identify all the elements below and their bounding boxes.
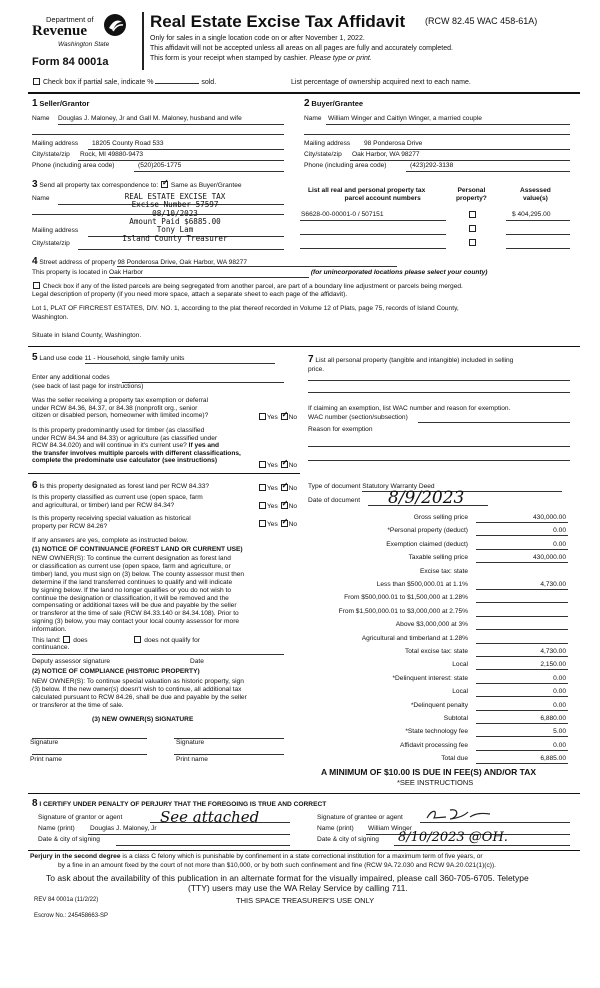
tax-row-line	[476, 723, 568, 724]
land-does-not-checkbox[interactable]	[134, 636, 141, 643]
tax-row-line	[476, 763, 568, 764]
legal-line-1: Lot 1, PLAT OF FIRCREST ESTATES, DIV. NO. 1, according to the plat thereof recorded in Volume 12 of Plats, page 75, records of Island County,	[32, 305, 459, 312]
tax-row-label: Affidavit processing fee	[399, 741, 468, 749]
header-divider	[142, 12, 144, 70]
s5-heading: 5 Land use code 11 - Household, single family units	[32, 353, 275, 364]
s6-q1: 6 Is this property designated as forest land per RCW 84.33?	[32, 480, 210, 491]
tax-row-line	[476, 522, 568, 523]
treasurer-use: THIS SPACE TREASURER'S USE ONLY	[236, 896, 375, 905]
revision: REV 84 0001a (11/2/22)	[34, 897, 99, 903]
tax-row-label: *Delinquent penalty	[410, 701, 468, 709]
tax-row-value[interactable]: 430,000.00	[532, 514, 566, 521]
seller-mail[interactable]: 18205 County Road 533	[92, 140, 164, 147]
tax-row-value[interactable]: 430,000.00	[532, 554, 566, 562]
tax-row-value[interactable]: 0.00	[553, 701, 566, 709]
s6-q3-no-checkbox[interactable]	[281, 520, 288, 527]
minimum-fee-note: A MINIMUM OF $10.00 IS DUE IN FEE(S) AND/OR TAX	[321, 767, 537, 777]
buyer-name[interactable]: William Winger and Caitlyn Winger, a married couple	[328, 115, 482, 122]
tax-row-label: *Personal property (deduct)	[387, 527, 468, 535]
s6-q2-no-checkbox[interactable]	[281, 502, 288, 509]
s4-location: This property is located in Oak Harbor (for unincorporated locations please select your county)	[32, 269, 488, 276]
dept-state: Washington State	[58, 41, 110, 48]
form-rcw: (RCW 82.45 WAC 458-61A)	[425, 16, 538, 26]
s3-name-label: Name	[32, 195, 50, 202]
property-address[interactable]: 98 Ponderosa Drive, Oak Harbor, WA 98277	[117, 259, 397, 267]
s3-city-label: City/state/zip	[32, 240, 70, 247]
perjury-line-2: by a fine in an amount fixed by the court of not more than $10,000, or by both such confinement and fine (RCW 9A.72.030 and RCW 9A.20.021(1)(c)).	[58, 862, 496, 869]
s5-q2-yes-checkbox[interactable]	[259, 461, 266, 468]
s1-phone-label: Phone (including area code)	[32, 162, 115, 169]
dept-top: Department of	[46, 15, 94, 24]
tax-row-value[interactable]: 4,730.00	[540, 581, 566, 588]
legal-label: Legal description of property (if you need more space, attach a separate sheet to each page of the affidavit).	[32, 291, 348, 298]
assessed-value[interactable]: $ 404,295.00	[512, 211, 551, 218]
tax-row-label: Local	[452, 661, 468, 669]
tax-row-line	[476, 750, 568, 751]
s1-mail-label: Mailing address	[32, 140, 79, 147]
grantee-print-name[interactable]: William Winger	[368, 825, 412, 832]
header-rule	[28, 92, 580, 94]
grantor-signature[interactable]: See attached	[160, 808, 260, 826]
grantor-date-label: Date & city of signing	[38, 836, 100, 843]
tax-row-line	[476, 629, 568, 630]
s6-notice-2-text: NEW OWNER(S): To continue special valuation as historic property, sign (3) below. If the new owner(s) doesn't wish to continue, all additional tax calculated pursuant to RCW 84.26, shall be due and payable by the seller or transferor at the time of sale.	[32, 678, 247, 709]
tax-row-label: Subtotal	[443, 715, 468, 722]
tax-row-label: Local	[452, 688, 468, 696]
tax-row-value[interactable]: 5.00	[553, 728, 566, 736]
s6-q2-answer: Yes ✓ No	[258, 502, 297, 511]
tax-row-line	[476, 549, 568, 550]
tax-row-value[interactable]: 6,885.00	[540, 755, 566, 763]
accessibility-line-2: (TTY) users may use the WA Relay Service by calling 711.	[188, 883, 408, 893]
new-owner-signature-2[interactable]: Signature	[176, 739, 205, 746]
grantor-print-name[interactable]: Douglas J. Maloney, Jr	[90, 825, 157, 832]
wac-instruction: If claiming an exemption, list WAC number and reason for exemption.	[308, 405, 511, 412]
s2-city-label: City/state/zip	[304, 151, 342, 158]
grantee-print-label: Name (print)	[317, 825, 354, 832]
revenue-logo-icon	[104, 14, 126, 36]
tax-row-line	[476, 669, 568, 670]
s5-enter: Enter any additional codes	[32, 374, 110, 381]
tax-row-line	[476, 562, 568, 563]
partial-sale-checkbox[interactable]	[33, 78, 40, 85]
tax-row-label: Less than $500,000.01 at 1.1%	[376, 581, 468, 588]
tax-row-line	[476, 616, 568, 617]
grantee-signature[interactable]	[424, 806, 494, 822]
tax-row-line	[476, 656, 568, 657]
tax-row-label: From $1,500,000.01 to $3,000,000 at 2.75%	[338, 607, 468, 615]
tax-row-label: Above $3,000,000 at 3%	[395, 621, 468, 629]
header-line-1: Only for sales in a single location code on or after November 1, 2022.	[150, 35, 365, 42]
accessibility-line-1: To ask about the availability of this publication in an alternate format for the visually impaired, please call 360-705-6705. Teletype	[46, 873, 529, 883]
tax-row-label: Gross selling price	[413, 514, 468, 521]
land-use-code[interactable]: 11 - Household, single family units	[85, 356, 275, 364]
s1-heading: 1 Seller/Grantor	[32, 98, 90, 109]
s6-q1-no-checkbox[interactable]	[281, 484, 288, 491]
s3-mail-label: Mailing address	[32, 227, 79, 234]
tax-row-value[interactable]: 0.00	[553, 688, 566, 696]
treasurer-stamp: REAL ESTATE EXCISE TAX Excise Number 57597 08/10/2023 Amount Paid $6885.00 Tony Lam Island County Treasurer	[122, 192, 228, 243]
same-as-buyer-checkbox[interactable]	[161, 181, 168, 188]
personal-property-checkbox-2[interactable]	[469, 225, 476, 232]
s3-heading: 3 Send all property tax correspondence to: ✓ Same as Buyer/Grantee	[32, 180, 242, 190]
ownership-note: List percentage of ownership acquired next to each name.	[291, 79, 471, 86]
tax-row-value[interactable]: 4,730.00	[540, 648, 566, 655]
personal-property-checkbox-3[interactable]	[469, 239, 476, 246]
s2-mail-label: Mailing address	[304, 140, 351, 147]
reason-label: Reason for exemption	[308, 426, 373, 433]
tax-row-label: Excise tax: state	[419, 567, 468, 575]
s5-q1-no-checkbox[interactable]	[281, 413, 288, 420]
parcel-number[interactable]: S6628-00-00001-0 / 507151	[301, 211, 384, 218]
new-owner-print-2[interactable]: Print name	[176, 756, 208, 763]
tax-row-line	[476, 710, 568, 711]
tax-row-value[interactable]: 0.00	[553, 527, 566, 535]
deputy-date-label: Date	[190, 658, 204, 665]
s1-city-label: City/state/zip	[32, 151, 70, 158]
tax-row-line	[476, 683, 568, 684]
s5-q1-yes-checkbox[interactable]	[259, 413, 266, 420]
tax-row-value[interactable]: 0.00	[553, 540, 566, 548]
form-title: Real Estate Excise Tax Affidavit	[150, 12, 406, 31]
header	[0, 0, 600, 86]
tax-row-line	[476, 589, 568, 590]
tax-row-label: Total excise tax: state	[404, 648, 468, 655]
form-number: Form 84 0001a	[32, 56, 109, 68]
tax-row-line	[476, 736, 568, 737]
seller-phone[interactable]: (520)205-1775	[138, 162, 182, 169]
s8-heading: 8 I CERTIFY UNDER PENALTY OF PERJURY THAT THE FOREGOING IS TRUE AND CORRECT	[32, 798, 327, 809]
s5-q1: Was the seller receiving a property tax exemption or deferral under RCW 84.36, 84.37, or 84.38 (nonprofit org., senior citizen or disabled person, homeowner with limited income)?	[32, 397, 209, 420]
buyer-mail[interactable]: 98 Ponderosa Drive	[364, 140, 423, 147]
s6-q1-yes-checkbox[interactable]	[259, 484, 266, 491]
grantee-signature-label: Signature of grantee or agent	[317, 814, 403, 821]
s6-cont: continuance.	[32, 644, 70, 651]
tax-row-label: Exemption claimed (deduct)	[386, 540, 468, 548]
tax-row-label: Total due	[441, 755, 468, 763]
s6-notice-3: (3) NEW OWNER(S) SIGNATURE	[92, 716, 194, 723]
s2-phone-label: Phone (including area code)	[304, 162, 387, 169]
tax-row-value[interactable]: 0.00	[553, 674, 566, 682]
escrow-number: Escrow No.: 245458663-SP	[34, 913, 109, 919]
assessed-value-header: Assessed value(s)	[520, 187, 551, 203]
grantee-date-label: Date & city of signing	[317, 836, 379, 843]
grantor-signature-label: Signature of grantor or agent	[38, 814, 123, 821]
tax-row-value[interactable]: 2,150.00	[540, 661, 566, 669]
personal-property-header: Personal property?	[456, 187, 487, 203]
tax-row-line	[476, 696, 568, 697]
s5-q2-no-checkbox[interactable]	[281, 461, 288, 468]
header-line-2: This affidavit will not be accepted unless all areas on all pages are fully and accurately completed.	[150, 45, 453, 52]
deputy-signature-label: Deputy assessor signature	[32, 658, 111, 665]
tax-row-line	[476, 602, 568, 603]
buyer-city[interactable]: Oak Harbor, WA 98277	[352, 151, 420, 158]
document-date[interactable]: 8/9/2023	[388, 488, 465, 508]
segregation-checkbox[interactable]	[33, 282, 40, 289]
tax-row-label: Taxable selling price	[408, 554, 468, 562]
location-value[interactable]: Oak Harbor	[109, 270, 309, 278]
s5-q2-answer: Yes ✓ No	[258, 461, 297, 470]
personal-property-checkbox-1[interactable]	[469, 211, 476, 218]
s5-q1-answer: Yes ✓ No	[258, 413, 297, 422]
s6-q3: Is this property receiving special valuation as historical property per RCW 84.26?	[32, 515, 191, 530]
s5-q2: Is this property predominantly used for timber (as classified under RCW 84.34 and 84.33) or agriculture (as classified under RCW 84.34.020) and will continue in it's current use? If yes and the transfer involves multiple parcels with different classifications, complete the predominate use calculator (see instructions)	[32, 427, 241, 465]
s6-q2: Is this property classified as current use (open space, farm and agricultural, or timber) land per RCW 84.34?	[32, 494, 203, 509]
grantor-print-label: Name (print)	[38, 825, 75, 832]
doc-date-label: Date of document	[308, 497, 361, 504]
s6-q2-yes-checkbox[interactable]	[259, 502, 266, 509]
s6-notice-1-text: NEW OWNER(S): To continue the current designation as forest land or classification as current use (open space, farm and agriculture, or timber) land, you must sign on (3) below. The county assessor must then determine if the land transferred continues to qualify and will indicate by signing below. If the land no longer qualifies or you do not wish to continue the designation or classification, it will be removed and the compensating or additional taxes will be due and payable by the seller or transferor at the time of sale (RCW 84.33.140 or 84.34.108). Prior to signing (3) below, you may contact your local county assessor for more information.	[32, 555, 245, 634]
new-owner-signature-1[interactable]: Signature	[30, 739, 59, 746]
land-does-checkbox[interactable]	[63, 636, 70, 643]
document-type[interactable]: Statutory Warranty Deed	[362, 484, 562, 492]
wac-label: WAC number (section/subsection)	[308, 414, 408, 421]
s6-note: If any answers are yes, complete as instructed below.	[32, 537, 189, 544]
tax-row-line	[476, 535, 568, 536]
s4-heading: 4 Street address of property 98 Ponderosa Drive, Oak Harbor, WA 98277	[32, 257, 397, 267]
see-instructions: *SEE INSTRUCTIONS	[397, 778, 474, 787]
s6-q3-yes-checkbox[interactable]	[259, 520, 266, 527]
s2-heading: 2 Buyer/Grantee	[304, 98, 364, 109]
s4-segregation: Check box if any of the listed parcels are being segregated from another parcel, are part of a boundary line adjustment or parcels being merged.	[32, 282, 463, 291]
s6-notice-1: (1) NOTICE OF CONTINUANCE (FOREST LAND OR CURRENT USE)	[32, 546, 243, 553]
s6-land: This land: does does not qualify for	[32, 637, 200, 644]
buyer-phone[interactable]: (423)292-3138	[410, 162, 454, 169]
seller-name[interactable]: Douglas J. Maloney, Jr and Gall M. Maloney, husband and wife	[58, 115, 242, 122]
seller-city[interactable]: Rock, MI 49880-9473	[80, 151, 144, 158]
dept-main: Revenue	[32, 23, 87, 39]
s7-heading: 7 List all personal property (tangible and intangible) included in selling price.	[308, 354, 514, 373]
s6-notice-2: (2) NOTICE OF COMPLIANCE (HISTORIC PROPERTY)	[32, 668, 200, 675]
s1-name-label: Name	[32, 115, 50, 122]
header-line-3: This form is your receipt when stamped by cashier. Please type or print.	[150, 55, 372, 62]
new-owner-print-1[interactable]: Print name	[30, 756, 62, 763]
grantee-date[interactable]: 8/10/2023 @OH.	[398, 830, 508, 845]
tax-row-label: *Delinquent interest: state	[392, 674, 468, 682]
tax-row-label: *State technology fee	[405, 728, 468, 736]
tax-row-label: From $500,000.01 to $1,500,000 at 1.28%	[344, 594, 468, 602]
s6-q3-answer: Yes ✓ No	[258, 520, 297, 529]
perjury-line-1: Perjury in the second degree is a class C felony which is punishable by confinement in a state correctional institution for a maximum term of five years, or	[30, 853, 483, 860]
tax-row-value[interactable]: 0.00	[553, 741, 566, 749]
s5-see: (see back of last page for instructions)	[32, 383, 144, 390]
doc-type-row: Type of document Statutory Warranty Deed	[308, 484, 562, 492]
parcel-header: List all real and personal property tax parcel account numbers	[308, 187, 426, 203]
s6-q1-answer: Yes ✓ No	[258, 484, 297, 493]
legal-line-3: Situate in Island County, Washington.	[32, 332, 142, 339]
partial-sale: Check box if partial sale, indicate % sold.	[32, 78, 216, 86]
s2-name-label: Name	[304, 115, 322, 122]
tax-row-value[interactable]: 6,880.00	[540, 715, 566, 722]
tax-row-label: Agricultural and timberland at 1.28%	[361, 634, 468, 642]
tax-row-line	[476, 643, 568, 644]
legal-line-2: Washington.	[32, 314, 69, 321]
